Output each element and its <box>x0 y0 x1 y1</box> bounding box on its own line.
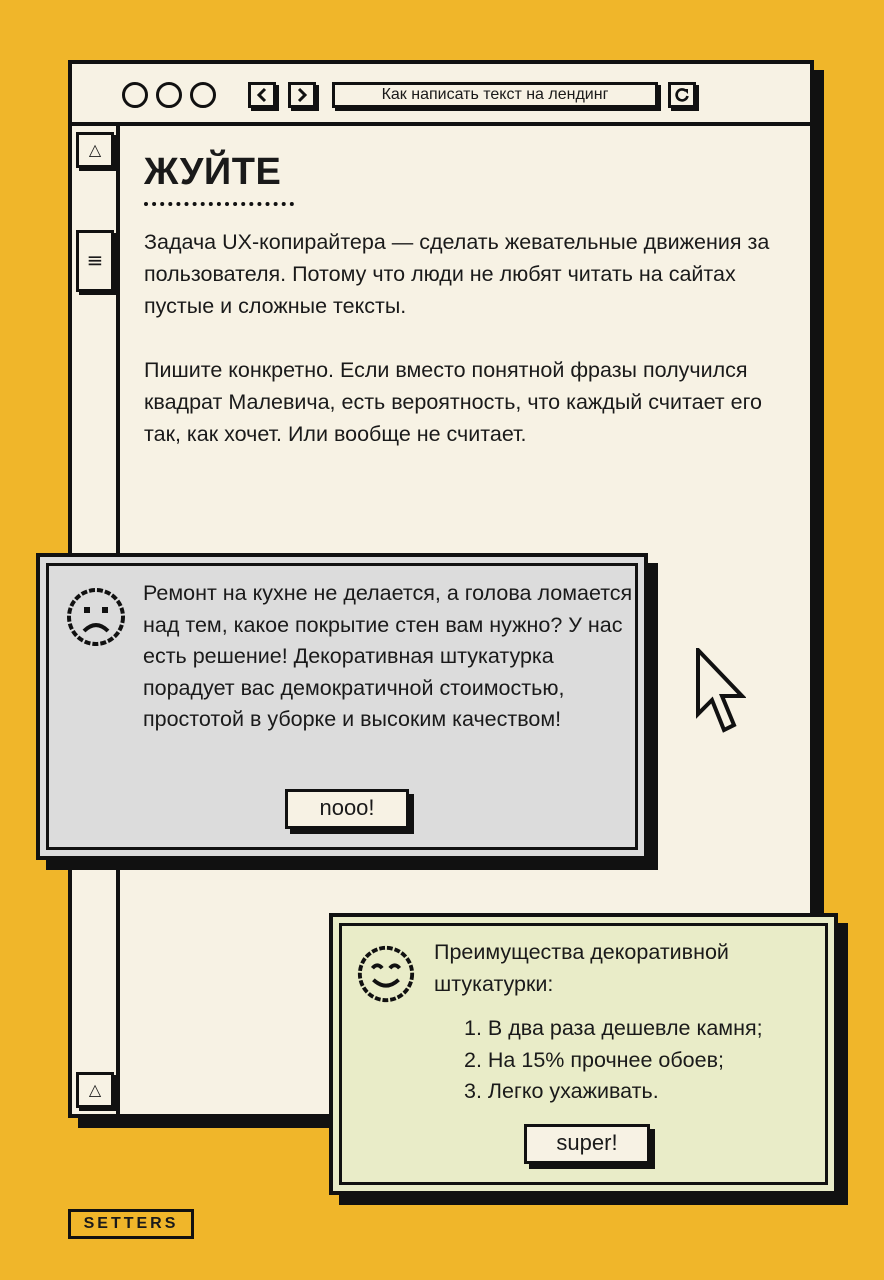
article <box>144 150 784 450</box>
article-paragraph: Пишите конкретно. Если вместо понятной фразы получился квадрат Малевича, есть вероятность, что каждый считает его так, как хочет. Или вообще не считает. <box>144 358 762 446</box>
bad-copy-text: Ремонт на кухне не делается, а голова ломается над тем, какое покрытие стен вам нужно? У нас есть решение! Декоративная штукатурка порадует вас демократичной стоимостью, простотой в уборке и высоким качеством! <box>143 581 633 731</box>
list-item: 3. Легко ухаживать. <box>464 1079 659 1103</box>
back-button[interactable] <box>248 82 276 108</box>
forward-button[interactable] <box>288 82 316 108</box>
window-control-dot[interactable] <box>190 82 216 108</box>
list-item: 2. На 15% прочнее обоев; <box>464 1047 724 1072</box>
chevron-right-icon <box>295 87 309 103</box>
reload-button[interactable] <box>668 82 696 108</box>
hamburger-icon: ≡ <box>86 248 104 272</box>
window-control-dot[interactable] <box>122 82 148 108</box>
scroll-thumb[interactable] <box>76 230 114 292</box>
article-paragraph: Задача UX-копирайтера — сделать жевательные движения за пользователя. Потому что люди не любят читать на сайтах пустые и сложные тексты. <box>144 230 770 318</box>
heading-underline <box>144 202 294 206</box>
scroll-up-button[interactable] <box>76 132 114 168</box>
sad-face-icon <box>64 585 128 649</box>
bad-copy-dialog <box>36 553 648 860</box>
triangle-up-icon: △ <box>88 1080 102 1099</box>
title-bar <box>72 64 810 126</box>
good-copy-title: Преимущества декоративной штукатурки: <box>434 940 729 996</box>
reload-icon <box>674 87 690 103</box>
article-heading: ЖУЙТЕ <box>144 151 282 193</box>
nooo-button[interactable]: nooo! <box>285 789 409 829</box>
scroll-bottom-button[interactable] <box>76 1072 114 1108</box>
window-control-dot[interactable] <box>156 82 182 108</box>
benefits-list <box>464 1013 836 1108</box>
list-item: 1. В два раза дешевле камня; <box>464 1016 763 1040</box>
good-copy-dialog <box>329 913 838 1195</box>
brand-logo: SETTERS <box>68 1209 194 1239</box>
mouse-pointer-icon <box>694 648 746 736</box>
super-button[interactable]: super! <box>524 1124 650 1164</box>
address-bar[interactable]: Как написать текст на лендинг <box>332 82 658 108</box>
chevron-left-icon <box>255 87 269 103</box>
smiley-face-icon <box>355 943 417 1005</box>
triangle-up-icon: △ <box>88 140 102 159</box>
